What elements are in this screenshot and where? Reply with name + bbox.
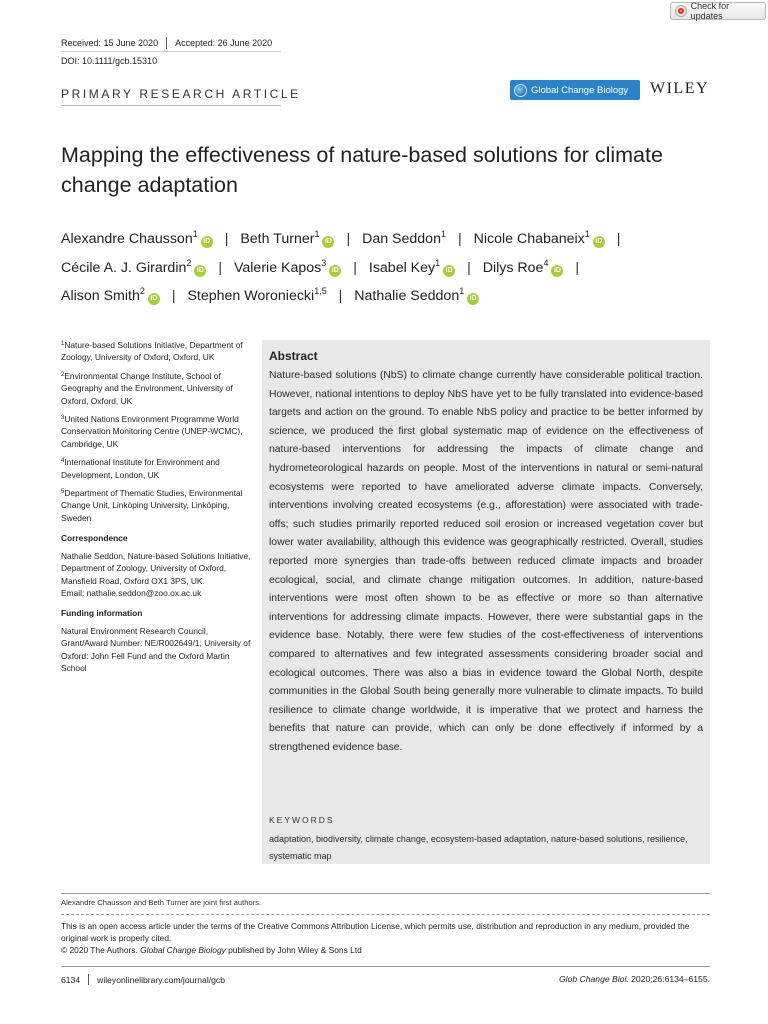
author-separator: | bbox=[346, 231, 351, 247]
affiliation bbox=[61, 369, 251, 407]
affiliation-text: International Institute for Environment and Development, London, UK bbox=[61, 457, 220, 480]
author-affiliation-sup: 1 bbox=[192, 229, 198, 239]
correspondence-email[interactable]: Email: nathalie.seddon@zoo.ox.ac.uk bbox=[61, 587, 202, 598]
globe-icon bbox=[514, 84, 527, 97]
author-name: Stephen Woroniecki bbox=[187, 288, 315, 304]
author-separator: | bbox=[616, 231, 621, 247]
author-affiliation-sup: 3 bbox=[321, 257, 327, 268]
journal-badge-label: Global Change Biology bbox=[531, 84, 629, 96]
citation-details: 2020;26:6134–6155. bbox=[628, 974, 710, 984]
affiliation bbox=[61, 412, 251, 450]
affiliation-text: Department of Thematic Studies, Environmental Change Unit, Linköping University, Linköping, Sweden bbox=[61, 488, 243, 523]
page-footer bbox=[61, 974, 225, 985]
citation bbox=[559, 974, 710, 984]
article-title: Mapping the effectiveness of nature-based solutions for climate change adaptation bbox=[61, 143, 663, 197]
abstract-heading: Abstract bbox=[269, 349, 318, 363]
author-separator: | bbox=[218, 259, 223, 276]
author-name: Dilys Roe bbox=[482, 259, 544, 276]
author-affiliation-sup: 4 bbox=[543, 257, 549, 268]
article-type-label: PRIMARY RESEARCH ARTICLE bbox=[61, 87, 301, 101]
author-name: Alison Smith bbox=[61, 288, 140, 304]
author-affiliation-sup: 1 bbox=[314, 229, 320, 239]
license-text: This is an open access article under the terms of the Creative Commons Attribution License, which permits use, distribution and reproduction in any medium, provided the original work is properly cited. bbox=[61, 921, 690, 943]
license-note bbox=[61, 920, 711, 956]
divider bbox=[61, 105, 281, 106]
author-affiliation-sup: 1,5 bbox=[314, 286, 327, 296]
divider bbox=[61, 893, 710, 894]
received-date: Received: 15 June 2020 bbox=[61, 38, 159, 48]
orcid-icon[interactable]: iD bbox=[201, 236, 213, 248]
copyright-journal: Global Change Biology bbox=[140, 945, 226, 955]
author-affiliation-sup: 1 bbox=[440, 229, 446, 239]
affiliation-sup: 3 bbox=[61, 415, 65, 422]
orcid-icon[interactable]: iD bbox=[194, 265, 206, 277]
affiliation-sup: 5 bbox=[61, 489, 65, 496]
affiliation-sup: 2 bbox=[61, 371, 65, 378]
affiliation-text: Environmental Change Institute, School of Geography and the Environment, University of Oxford, Oxford, UK bbox=[61, 370, 233, 406]
author-separator: | bbox=[224, 231, 229, 247]
divider bbox=[88, 974, 89, 985]
author-name: Isabel Key bbox=[368, 259, 436, 276]
author-separator: | bbox=[338, 288, 343, 304]
author-name: Beth Turner bbox=[240, 231, 315, 247]
orcid-icon[interactable]: iD bbox=[329, 265, 341, 277]
publisher-logo: WILEY bbox=[650, 80, 710, 97]
author-affiliation-sup: 2 bbox=[139, 286, 145, 296]
author-name: Alexandre Chausson bbox=[61, 231, 193, 247]
citation-journal: Glob Change Biol. bbox=[559, 974, 629, 984]
orcid-icon[interactable]: iD bbox=[551, 265, 563, 277]
correspondence-address: Nathalie Seddon, Nature-based Solutions Initiative, Department of Zoology, University of Oxford, Mansfield Road, Oxford OX1 3PS, UK. bbox=[61, 550, 251, 586]
author-name: Dan Seddon bbox=[362, 231, 441, 247]
author-separator: | bbox=[575, 259, 580, 276]
journal-url[interactable]: wileyonlinelibrary.com/journal/gcb bbox=[97, 974, 225, 985]
author-affiliation-sup: 1 bbox=[584, 229, 590, 239]
accepted-date: Accepted: 26 June 2020 bbox=[175, 38, 273, 48]
affiliation bbox=[61, 338, 251, 364]
orcid-icon[interactable]: iD bbox=[467, 293, 479, 305]
doi: DOI: 10.1111/gcb.15310 bbox=[61, 56, 158, 66]
affiliation-text: Nature-based Solutions Initiative, Department of Zoology, University of Oxford, Oxford, UK bbox=[61, 340, 243, 363]
author-separator: | bbox=[171, 288, 176, 304]
copyright-suffix: published by John Wiley & Sons Ltd bbox=[225, 945, 362, 955]
joint-authors-note: Alexandre Chausson and Beth Turner are joint first authors. bbox=[61, 898, 262, 907]
check-for-updates-label: Check for updates bbox=[690, 1, 730, 21]
journal-badge bbox=[510, 80, 640, 100]
author-separator: | bbox=[353, 259, 357, 276]
keywords-text: adaptation, biodiversity, climate change, ecosystem-based adaptation, nature-based solutions, resilience, systematic map bbox=[269, 834, 688, 861]
divider bbox=[166, 37, 167, 49]
funding-heading: Funding information bbox=[61, 608, 143, 619]
author-affiliation-sup: 1 bbox=[459, 286, 465, 296]
author-affiliation-sup: 2 bbox=[186, 257, 192, 268]
divider bbox=[61, 914, 710, 915]
article-dates bbox=[61, 37, 272, 49]
affiliation-sup: 1 bbox=[61, 341, 65, 347]
abstract-text: Nature-based solutions (NbS) to climate change currently have considerable political traction. However, national intentions to deploy NbS have yet to be fully translated into evidence-based targets and action on the ground. To enable NbS policy and practice to be better informed by science, we produced the first global systematic map of evidence on the effectiveness of nature-based interventions for addressing the impacts of climate change and hydrometeorological hazards on people. Most of the interventions in natural or semi-natural ecosystems were reported to have ameliorated adverse climate impacts. Conversely, interventions involving created ecosystems (e.g., afforestation) were associated with trade-offs; such studies primarily reported reduced soil erosion or increased vegetation cover but lower water availability, although this evidence was geographically restricted. Overall, studies reported more synergies than trade-offs between reduced climate impacts and broader ecological, social, and climate change mitigation outcomes. In addition, nature-based interventions were most often shown to be as effective or more so than alternative interventions for addressing climate impacts. However, there were substantial gaps in the evidence base. Notably, there were few studies of the cost-effectiveness of interventions compared to alternatives and few integrated assessments considering broader social and ecological outcomes. There was also a bias in evidence toward the Global North, despite communities in the Global South being generally more vulnerable to climate impacts. To build resilience to climate change worldwide, it is imperative that we protect and harness the benefits that nature can provide, which can only be done effectively if informed by a strengthened evidence base. bbox=[269, 370, 703, 753]
copyright-line bbox=[61, 944, 711, 956]
orcid-icon[interactable]: iD bbox=[593, 236, 605, 248]
affiliation-sup: 4 bbox=[61, 458, 65, 465]
orcid-icon[interactable]: iD bbox=[322, 236, 334, 248]
orcid-icon[interactable]: iD bbox=[148, 293, 160, 305]
affiliation bbox=[61, 486, 251, 524]
author-name: Valerie Kapos bbox=[233, 259, 322, 276]
author-name: Nicole Chabaneix bbox=[473, 231, 585, 247]
affiliation-text: United Nations Environment Programme World Conservation Monitoring Centre (UNEP-WCMC), Cambridge, UK bbox=[61, 414, 243, 449]
orcid-icon[interactable]: iD bbox=[443, 265, 455, 277]
funding-text: Natural Environment Research Council, Grant/Award Number: NE/R002649/1; University of Oxford: John Fell Fund and the Oxford Martin School bbox=[61, 625, 251, 673]
author-affiliation-sup: 1 bbox=[435, 257, 441, 268]
affiliation bbox=[61, 455, 251, 481]
author-list bbox=[61, 223, 711, 309]
author-name: Nathalie Seddon bbox=[354, 288, 460, 304]
author-separator: | bbox=[467, 259, 471, 276]
author-name: Cécile A. J. Girardin bbox=[61, 259, 187, 276]
divider bbox=[61, 966, 710, 967]
correspondence-heading: Correspondence bbox=[61, 533, 128, 544]
check-for-updates-button[interactable] bbox=[670, 2, 766, 20]
page-number: 6134 bbox=[61, 974, 81, 985]
author-separator: | bbox=[457, 231, 462, 247]
crossmark-icon bbox=[675, 5, 687, 17]
keywords-heading: KEYWORDS bbox=[269, 815, 335, 825]
divider bbox=[61, 51, 281, 52]
copyright-prefix: © 2020 The Authors. bbox=[61, 945, 141, 955]
affiliations-column bbox=[61, 338, 251, 679]
